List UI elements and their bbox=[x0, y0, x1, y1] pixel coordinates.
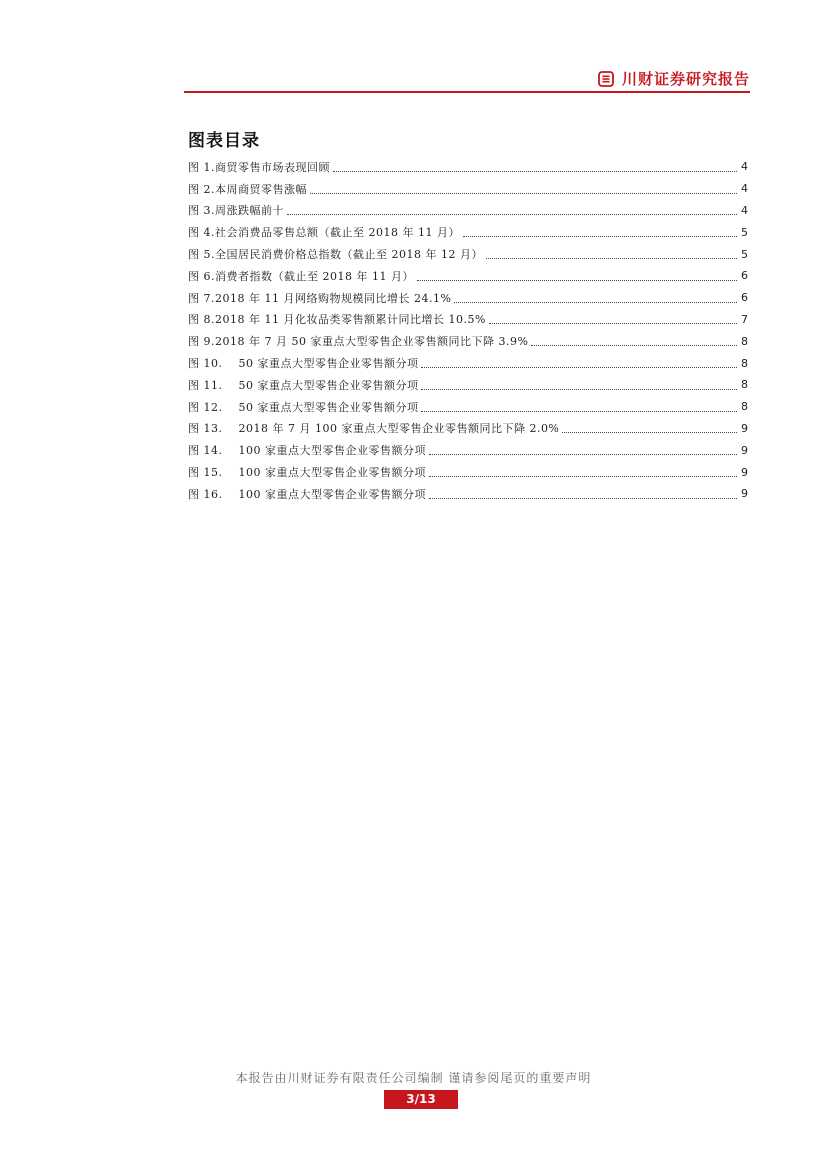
toc-entry[interactable] bbox=[188, 200, 748, 222]
toc-leader-dots bbox=[454, 301, 737, 303]
toc-entry[interactable] bbox=[188, 309, 748, 331]
toc-entry-page: 8 bbox=[741, 334, 748, 348]
toc-list bbox=[188, 156, 748, 505]
toc-entry-page: 4 bbox=[741, 203, 748, 217]
toc-entry[interactable] bbox=[188, 243, 748, 265]
toc-leader-dots bbox=[489, 322, 737, 324]
toc-leader-dots bbox=[421, 366, 737, 368]
toc-entry-page: 8 bbox=[741, 378, 748, 392]
toc-entry-page: 6 bbox=[741, 269, 748, 283]
toc-entry-page: 4 bbox=[741, 160, 748, 174]
toc-entry[interactable] bbox=[188, 483, 748, 505]
toc-entry-page: 8 bbox=[741, 400, 748, 414]
toc-leader-dots bbox=[421, 410, 737, 412]
toc-entry-label: 图 7.2018 年 11 月网络购物规模同比增长 24.1% bbox=[188, 291, 452, 305]
toc-entry-label: 图 1.商贸零售市场表现回顾 bbox=[188, 160, 330, 174]
toc-entry-page: 8 bbox=[741, 356, 748, 370]
toc-entry-page: 9 bbox=[741, 465, 748, 479]
toc-entry-label: 图 11. 50 家重点大型零售企业零售额分项 bbox=[188, 378, 419, 392]
toc-entry[interactable] bbox=[188, 221, 748, 243]
toc-entry-page: 9 bbox=[741, 443, 748, 457]
toc-entry-page: 6 bbox=[741, 291, 748, 305]
toc-entry-page: 9 bbox=[741, 421, 748, 435]
toc-entry-label: 图 10. 50 家重点大型零售企业零售额分项 bbox=[188, 357, 419, 371]
toc-leader-dots bbox=[429, 497, 737, 499]
chuancai-logo-icon bbox=[598, 71, 614, 87]
toc-entry[interactable] bbox=[188, 352, 748, 374]
toc-entry-label: 图 5.全国居民消费价格总指数（截止至 2018 年 12 月） bbox=[188, 248, 483, 262]
toc-entry[interactable] bbox=[188, 287, 748, 309]
footer-disclaimer: 本报告由川财证券有限责任公司编制 谨请参阅尾页的重要声明 bbox=[235, 1071, 592, 1085]
toc-entry-page: 5 bbox=[741, 225, 748, 239]
toc-leader-dots bbox=[333, 170, 737, 172]
toc-entry-page: 5 bbox=[741, 247, 748, 261]
toc-leader-dots bbox=[429, 475, 737, 477]
toc-entry-label: 图 12. 50 家重点大型零售企业零售额分项 bbox=[188, 400, 419, 414]
toc-leader-dots bbox=[287, 213, 737, 215]
toc-leader-dots bbox=[562, 431, 737, 433]
toc-leader-dots bbox=[531, 344, 737, 346]
toc-leader-dots bbox=[310, 192, 737, 194]
toc-entry[interactable] bbox=[188, 396, 748, 418]
toc-leader-dots bbox=[429, 453, 737, 455]
toc-leader-dots bbox=[463, 235, 737, 237]
toc-entry[interactable] bbox=[188, 439, 748, 461]
brand bbox=[598, 68, 750, 89]
toc-entry-label: 图 15. 100 家重点大型零售企业零售额分项 bbox=[188, 466, 426, 480]
toc-entry-label: 图 9.2018 年 7 月 50 家重点大型零售企业零售额同比下降 3.9% bbox=[188, 335, 529, 349]
toc-entry-label: 图 3.周涨跌幅前十 bbox=[188, 204, 284, 218]
toc-entry-page: 7 bbox=[741, 312, 748, 326]
toc-entry-label: 图 4.社会消费品零售总额（截止至 2018 年 11 月） bbox=[188, 226, 460, 240]
toc-leader-dots bbox=[421, 388, 737, 390]
toc-leader-dots bbox=[486, 257, 737, 259]
header-divider bbox=[184, 91, 750, 93]
toc-entry-label: 图 8.2018 年 11 月化妆品类零售额累计同比增长 10.5% bbox=[188, 313, 486, 327]
toc-entry[interactable] bbox=[188, 265, 748, 287]
toc-entry-label: 图 16. 100 家重点大型零售企业零售额分项 bbox=[188, 487, 426, 501]
toc-entry-label: 图 14. 100 家重点大型零售企业零售额分项 bbox=[188, 444, 426, 458]
page-number-badge: 3/13 bbox=[384, 1090, 458, 1109]
toc-title: 图表目录 bbox=[188, 131, 260, 151]
toc-entry-page: 4 bbox=[741, 182, 748, 196]
toc-entry[interactable] bbox=[188, 418, 748, 440]
toc-entry[interactable] bbox=[188, 461, 748, 483]
toc-entry[interactable] bbox=[188, 178, 748, 200]
toc-leader-dots bbox=[417, 279, 737, 281]
toc-entry-label: 图 2.本周商贸零售涨幅 bbox=[188, 182, 307, 196]
toc-entry-label: 图 13. 2018 年 7 月 100 家重点大型零售企业零售额同比下降 2.0% bbox=[188, 422, 560, 436]
toc-entry[interactable] bbox=[188, 374, 748, 396]
report-header bbox=[184, 66, 750, 94]
toc-entry-page: 9 bbox=[741, 487, 748, 501]
toc-entry[interactable] bbox=[188, 330, 748, 352]
toc-entry[interactable] bbox=[188, 156, 748, 178]
toc-entry-label: 图 6.消费者指数（截止至 2018 年 11 月） bbox=[188, 269, 414, 283]
brand-name: 川财证券研究报告 bbox=[621, 70, 750, 88]
